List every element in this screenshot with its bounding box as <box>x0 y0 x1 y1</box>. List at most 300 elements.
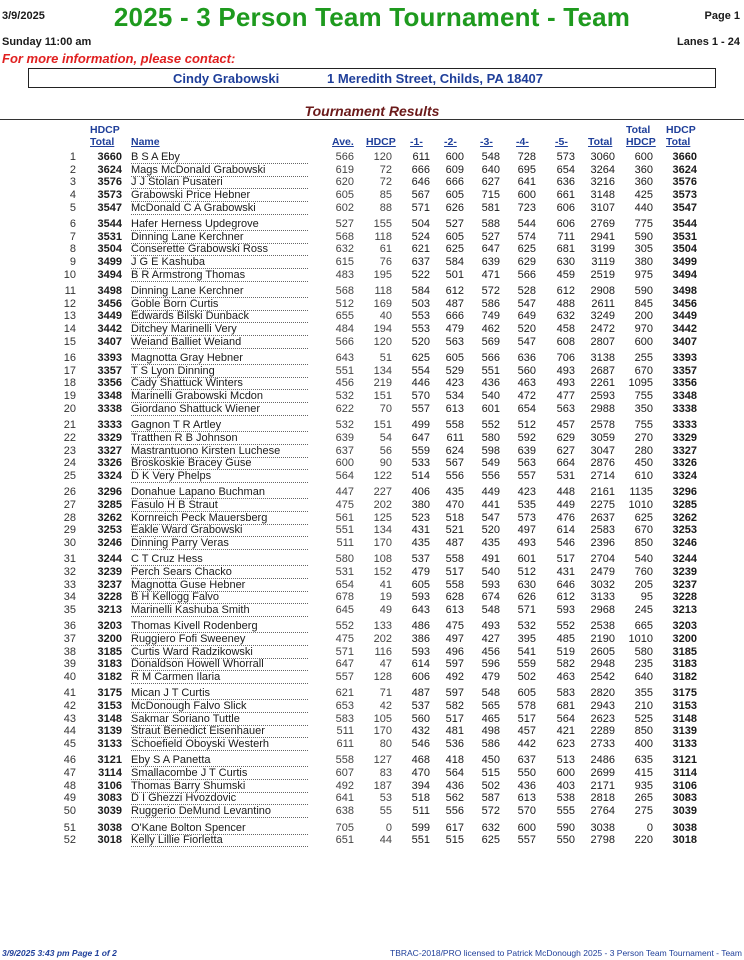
table-row <box>0 579 744 592</box>
total-handicap: 210 <box>634 700 653 713</box>
game-4: 600 <box>517 821 536 834</box>
game-3: 588 <box>481 218 500 231</box>
game-5: 711 <box>557 230 575 243</box>
table-row <box>0 553 744 566</box>
game-2: 435 <box>445 486 464 499</box>
day-time: Sunday 11:00 am <box>2 36 92 48</box>
rank: 7 <box>69 230 76 243</box>
game-1: 470 <box>411 767 430 780</box>
handicap: 85 <box>379 188 392 201</box>
game-4: 654 <box>517 402 536 415</box>
game-3: 598 <box>481 444 500 457</box>
rank: 39 <box>63 658 76 671</box>
scratch-total: 2396 <box>590 536 615 549</box>
total-handicap: 845 <box>634 297 653 310</box>
hdr-total-hdcp-bottom: HDCP <box>626 136 656 148</box>
game-5: 636 <box>556 176 575 189</box>
hdcp-total: 3348 <box>97 390 122 403</box>
average: 611 <box>336 738 354 750</box>
scratch-total: 2578 <box>590 419 615 432</box>
total-handicap: 1010 <box>628 498 653 511</box>
total-handicap: 610 <box>634 469 653 482</box>
final-hdcp-total: 3018 <box>672 834 697 847</box>
game-4: 497 <box>517 524 536 537</box>
scratch-total: 2769 <box>590 218 615 231</box>
team-name: Thomas Kivell Rodenberg <box>131 620 308 633</box>
game-5: 477 <box>556 390 575 403</box>
game-2: 628 <box>445 591 464 604</box>
final-hdcp-total: 3183 <box>672 658 697 671</box>
game-5: 582 <box>556 658 575 671</box>
handicap: 155 <box>373 218 392 231</box>
game-3: 715 <box>481 188 500 201</box>
game-1: 567 <box>411 188 430 201</box>
average: 492 <box>335 779 354 792</box>
team-name: Eby S A Panetta <box>131 754 308 767</box>
total-handicap: 760 <box>634 565 653 578</box>
hdcp-total: 3182 <box>97 670 122 683</box>
hdcp-total: 3175 <box>97 687 122 700</box>
game-2: 611 <box>446 431 464 444</box>
hdcp-total: 3133 <box>97 738 122 750</box>
rank: 9 <box>69 256 76 268</box>
game-2: 625 <box>445 243 464 256</box>
handicap: 83 <box>379 767 392 780</box>
table-row <box>0 243 744 256</box>
scratch-total: 2820 <box>590 687 615 700</box>
average: 558 <box>335 754 354 767</box>
game-4: 626 <box>517 591 536 604</box>
game-3: 586 <box>481 297 500 310</box>
table-row <box>0 524 744 537</box>
game-5: 458 <box>556 323 575 336</box>
team-name: Ditchey Marinelli Very <box>131 323 308 336</box>
game-5: 546 <box>556 536 575 549</box>
game-3: 540 <box>481 390 500 403</box>
team-name: Goble Born Curtis <box>131 298 308 311</box>
hdcp-total: 3338 <box>97 402 122 415</box>
game-1: 533 <box>411 457 430 470</box>
final-hdcp-total: 3039 <box>672 805 697 818</box>
hdcp-total: 3114 <box>98 767 122 780</box>
handicap: 134 <box>373 524 392 537</box>
hdr-hdcp: HDCP <box>366 136 396 148</box>
game-1: 599 <box>411 821 430 834</box>
handicap: 118 <box>374 285 392 298</box>
game-1: 406 <box>411 486 430 499</box>
game-1: 611 <box>412 151 430 163</box>
game-5: 630 <box>556 256 575 268</box>
team-name: Magnotta Gray Hebner <box>131 352 308 365</box>
game-4: 560 <box>517 364 536 377</box>
hdcp-total: 3200 <box>97 633 122 645</box>
table-row <box>0 269 744 282</box>
final-hdcp-total: 3244 <box>672 553 697 566</box>
game-3: 548 <box>481 151 500 163</box>
total-handicap: 265 <box>634 792 653 805</box>
hdcp-total: 3213 <box>97 603 122 616</box>
game-5: 612 <box>556 285 575 298</box>
total-handicap: 400 <box>634 738 653 750</box>
total-handicap: 425 <box>634 188 653 201</box>
scratch-total: 2583 <box>590 524 615 537</box>
table-row <box>0 298 744 311</box>
handicap: 49 <box>379 603 392 616</box>
game-4: 570 <box>517 805 536 818</box>
game-4: 517 <box>517 712 536 725</box>
team-name: Straut Benedict Eisenhauer <box>131 725 308 738</box>
team-name: Kelly Lillie Fiorletta <box>131 834 308 847</box>
handicap: 169 <box>373 297 392 310</box>
table-row <box>0 419 744 432</box>
hdr-name: Name <box>131 136 160 148</box>
report-date: 3/9/2025 <box>2 10 45 22</box>
scratch-total: 2486 <box>590 754 615 767</box>
page-number: Page 1 <box>704 10 740 22</box>
game-5: 606 <box>556 201 575 214</box>
total-handicap: 415 <box>634 767 653 780</box>
average: 639 <box>335 431 354 444</box>
scratch-total: 3119 <box>591 256 615 268</box>
game-2: 597 <box>445 658 464 671</box>
game-5: 550 <box>556 834 575 847</box>
game-4: 636 <box>517 352 536 365</box>
hdcp-total: 3327 <box>97 444 122 457</box>
table-row <box>0 700 744 713</box>
game-5: 488 <box>556 297 575 310</box>
game-2: 600 <box>445 151 464 163</box>
game-5: 552 <box>556 620 575 633</box>
handicap: 72 <box>379 163 392 176</box>
average: 447 <box>335 486 354 499</box>
game-4: 557 <box>517 834 536 847</box>
final-hdcp-total: 3499 <box>672 256 697 268</box>
hdr-game-1: -1- <box>410 136 423 148</box>
game-1: 524 <box>411 230 430 243</box>
average: 645 <box>335 603 354 616</box>
scratch-total: 3060 <box>590 151 615 163</box>
game-1: 468 <box>411 754 430 767</box>
hdr-game-5: -5- <box>555 136 568 148</box>
team-name: Ruggiero Fofi Sweeney <box>131 633 308 646</box>
game-1: 479 <box>411 565 430 578</box>
average: 561 <box>335 511 354 524</box>
game-1: 435 <box>411 536 430 549</box>
game-3: 449 <box>481 486 500 499</box>
hdcp-total: 3573 <box>97 188 122 201</box>
rank: 34 <box>63 591 76 604</box>
total-handicap: 235 <box>634 658 653 671</box>
average: 705 <box>335 821 354 834</box>
average: 653 <box>335 700 354 713</box>
game-2: 558 <box>445 578 464 591</box>
game-4: 629 <box>517 256 536 268</box>
game-5: 519 <box>556 645 575 658</box>
team-name: Mastrantuono Kirsten Luchese <box>131 445 308 458</box>
handicap: 170 <box>373 725 392 738</box>
handicap: 120 <box>373 335 392 348</box>
table-row <box>0 805 744 818</box>
hdcp-total: 3237 <box>97 578 122 591</box>
game-4: 723 <box>517 201 536 214</box>
team-name: Fasulo H B Straut <box>131 499 308 512</box>
game-5: 629 <box>556 431 575 444</box>
game-1: 637 <box>411 256 430 268</box>
game-1: 394 <box>411 779 430 792</box>
table-row <box>0 512 744 525</box>
game-2: 517 <box>445 712 464 725</box>
scratch-total: 2733 <box>590 738 615 750</box>
final-hdcp-total: 3083 <box>672 792 697 805</box>
game-4: 395 <box>517 633 536 645</box>
total-handicap: 0 <box>646 821 653 834</box>
table-row <box>0 365 744 378</box>
scratch-total: 2538 <box>590 620 615 633</box>
game-4: 592 <box>517 431 536 444</box>
hdr-total-hdcp-top: Total <box>626 124 651 136</box>
table-row <box>0 377 744 390</box>
game-5: 573 <box>556 151 575 163</box>
table-row <box>0 834 744 847</box>
average: 615 <box>335 256 354 268</box>
game-2: 479 <box>445 323 464 336</box>
average: 557 <box>335 670 354 683</box>
scratch-total: 2289 <box>590 725 615 738</box>
game-5: 555 <box>556 805 575 818</box>
final-hdcp-total: 3356 <box>672 377 697 390</box>
average: 564 <box>335 469 354 482</box>
game-5: 681 <box>556 243 575 256</box>
game-3: 596 <box>481 658 500 671</box>
scratch-total: 2807 <box>590 335 615 348</box>
game-3: 639 <box>481 256 500 268</box>
table-row <box>0 285 744 298</box>
team-name: Dinning Parry Veras <box>131 537 308 550</box>
game-5: 431 <box>556 565 575 578</box>
scratch-total: 3059 <box>590 431 615 444</box>
total-handicap: 280 <box>634 444 653 457</box>
game-1: 606 <box>411 670 430 683</box>
scratch-total: 2472 <box>590 323 615 336</box>
game-5: 485 <box>556 633 575 645</box>
handicap: 122 <box>373 469 392 482</box>
handicap: 127 <box>373 754 392 767</box>
game-1: 486 <box>411 620 430 633</box>
team-name: Cady Shattuck Winters <box>131 377 308 390</box>
game-1: 646 <box>411 176 430 189</box>
game-2: 475 <box>445 620 464 633</box>
handicap: 41 <box>379 578 392 591</box>
table-row <box>0 780 744 793</box>
rank: 33 <box>63 578 76 591</box>
team-name: D I Ghezzi Hvozdovic <box>131 792 308 805</box>
game-2: 617 <box>445 821 464 834</box>
scratch-total: 2988 <box>590 402 615 415</box>
table-row <box>0 646 744 659</box>
final-hdcp-total: 3038 <box>672 821 697 834</box>
report-title: 2025 - 3 Person Team Tournament - Team <box>113 2 631 32</box>
game-1: 551 <box>411 834 430 847</box>
hdr-game-4: -4- <box>516 136 529 148</box>
rank: 48 <box>63 779 76 792</box>
handicap: 152 <box>373 565 392 578</box>
total-handicap: 1095 <box>628 377 653 390</box>
table-row <box>0 470 744 483</box>
average: 483 <box>335 268 354 281</box>
game-2: 556 <box>445 805 464 818</box>
game-4: 630 <box>517 578 536 591</box>
game-2: 529 <box>445 364 464 377</box>
final-hdcp-total: 3148 <box>672 712 697 725</box>
hdcp-total: 3262 <box>97 511 122 524</box>
team-name: Weiand Balliet Weiand <box>131 336 308 349</box>
team-name: Dinning Lane Kerchner <box>131 231 308 244</box>
rank: 49 <box>63 792 76 805</box>
average: 600 <box>335 457 354 470</box>
hdcp-total: 3531 <box>97 230 122 243</box>
handicap: 19 <box>379 591 392 604</box>
section-rule <box>0 119 744 120</box>
game-4: 532 <box>517 620 536 633</box>
table-row <box>0 620 744 633</box>
rank: 38 <box>63 645 76 658</box>
hdcp-total: 3329 <box>97 431 122 444</box>
game-2: 666 <box>445 310 464 323</box>
game-3: 498 <box>481 725 500 738</box>
total-handicap: 625 <box>634 511 653 524</box>
game-5: 590 <box>556 821 575 834</box>
team-name: Grabowski Price Hebner <box>131 189 308 202</box>
team-name: Curtis Ward Radzikowski <box>131 646 308 659</box>
game-1: 559 <box>411 444 430 457</box>
game-5: 564 <box>556 712 575 725</box>
hdcp-total: 3228 <box>97 591 122 604</box>
average: 532 <box>335 419 354 432</box>
game-2: 582 <box>445 700 464 713</box>
table-row <box>0 486 744 499</box>
game-3: 456 <box>481 645 500 658</box>
handicap: 42 <box>379 700 392 713</box>
final-hdcp-total: 3237 <box>672 578 697 591</box>
scratch-total: 3047 <box>590 444 615 457</box>
handicap: 187 <box>373 779 392 792</box>
rank: 17 <box>63 364 76 377</box>
team-name: Magnotta Guse Hebner <box>131 579 308 592</box>
average: 638 <box>335 805 354 818</box>
final-hdcp-total: 3324 <box>672 469 697 482</box>
handicap: 120 <box>373 151 392 163</box>
total-handicap: 245 <box>634 603 653 616</box>
game-2: 567 <box>445 457 464 470</box>
total-handicap: 600 <box>634 335 653 348</box>
game-1: 518 <box>411 792 430 805</box>
game-3: 566 <box>481 352 500 365</box>
hdr-hdcp-total-2-bottom: Total <box>666 136 691 148</box>
game-5: 476 <box>556 511 575 524</box>
game-2: 534 <box>445 390 464 403</box>
game-3: 527 <box>481 230 500 243</box>
game-4: 544 <box>517 218 536 231</box>
game-2: 501 <box>445 268 464 281</box>
handicap: 80 <box>379 738 392 750</box>
hdcp-total: 3499 <box>97 256 122 268</box>
game-5: 661 <box>556 188 575 201</box>
table-row <box>0 754 744 767</box>
final-hdcp-total: 3456 <box>672 297 697 310</box>
average: 605 <box>335 188 354 201</box>
game-2: 563 <box>445 335 464 348</box>
game-4: 625 <box>517 243 536 256</box>
team-name: T S Lyon Dinning <box>131 365 308 378</box>
game-1: 520 <box>411 335 430 348</box>
game-4: 728 <box>517 151 536 163</box>
game-4: 613 <box>517 792 536 805</box>
hdr-ave: Ave. <box>332 136 354 148</box>
game-3: 465 <box>481 712 500 725</box>
total-handicap: 200 <box>634 310 653 323</box>
game-1: 504 <box>411 218 430 231</box>
table-row <box>0 792 744 805</box>
scratch-total: 2519 <box>590 268 615 281</box>
game-4: 520 <box>517 323 536 336</box>
rank: 5 <box>69 201 76 214</box>
game-1: 570 <box>411 390 430 403</box>
game-4: 600 <box>517 188 536 201</box>
table-row <box>0 352 744 365</box>
handicap: 151 <box>373 390 392 403</box>
average: 511 <box>336 725 354 738</box>
average: 566 <box>335 151 354 163</box>
hdcp-total: 3333 <box>97 419 122 432</box>
scratch-total: 3107 <box>590 201 615 214</box>
team-name: B S A Eby <box>131 151 308 164</box>
hdcp-total: 3296 <box>97 486 122 499</box>
rank: 40 <box>63 670 76 683</box>
final-hdcp-total: 3106 <box>672 779 697 792</box>
rank: 14 <box>63 323 76 336</box>
handicap: 0 <box>385 821 392 834</box>
game-5: 632 <box>556 310 575 323</box>
handicap: 170 <box>373 536 392 549</box>
game-5: 448 <box>556 486 575 499</box>
scratch-total: 3032 <box>590 578 615 591</box>
rank: 11 <box>64 285 76 298</box>
handicap: 125 <box>373 511 392 524</box>
game-3: 565 <box>481 700 500 713</box>
total-handicap: 850 <box>634 725 653 738</box>
game-2: 481 <box>445 725 464 738</box>
hdcp-total: 3185 <box>97 645 122 658</box>
table-row <box>0 658 744 671</box>
rank: 27 <box>63 498 76 511</box>
total-handicap: 600 <box>634 151 653 163</box>
game-5: 563 <box>556 402 575 415</box>
game-1: 584 <box>411 285 430 298</box>
team-name: Perch Sears Chacko <box>131 566 308 579</box>
final-hdcp-total: 3333 <box>672 419 697 432</box>
hdr-total: Total <box>588 136 613 148</box>
handicap: 40 <box>379 310 392 323</box>
game-4: 563 <box>517 457 536 470</box>
game-5: 606 <box>556 218 575 231</box>
average: 527 <box>335 218 354 231</box>
game-5: 538 <box>556 792 575 805</box>
hdcp-total: 3139 <box>97 725 122 738</box>
game-4: 535 <box>517 498 536 511</box>
team-name: Marinelli Kashuba Smith <box>131 604 308 617</box>
game-5: 593 <box>556 603 575 616</box>
game-2: 556 <box>445 469 464 482</box>
